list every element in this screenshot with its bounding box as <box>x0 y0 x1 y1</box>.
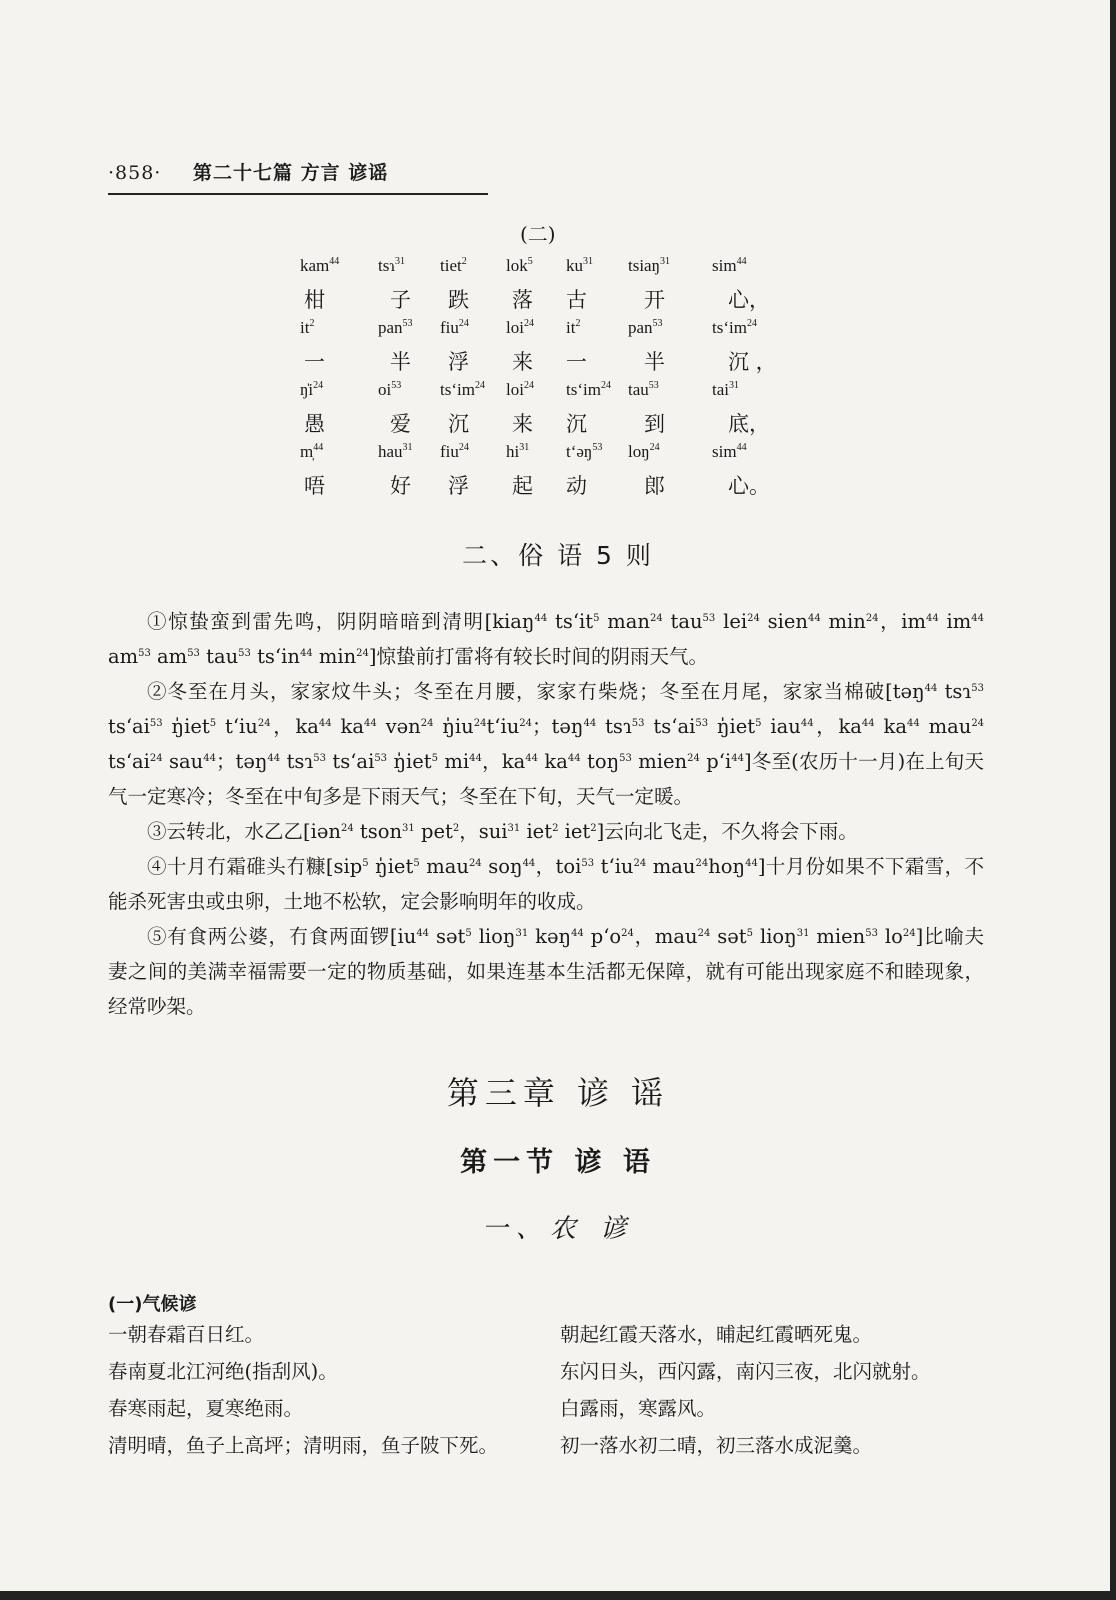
poem-title: (二) <box>520 222 556 246</box>
pronunciation: loi$^{24}$ <box>506 318 534 337</box>
climate-heading: (一)气候谚 <box>108 1294 197 1315</box>
poem-character: 沉 <box>448 412 469 436</box>
pronunciation: sim$^{44}$ <box>712 442 747 461</box>
page-number: ·858· <box>108 162 162 184</box>
poem-character: 浮 <box>448 474 469 498</box>
scan-edge-right <box>1110 0 1116 1600</box>
pronunciation: fiu$^{24}$ <box>440 442 469 461</box>
poem-character: 一 <box>304 350 325 374</box>
poem-character: 一 <box>566 350 587 374</box>
poem-block <box>300 256 800 504</box>
saying-paragraph: ④十月冇霜碓头冇糠[sip$^5$ ŋ̍iet$^5$ mau$^{24}$ soŋ$^{44}$，toi$^{53}$ $t‘iu^{24}$ mau$^{24}$hoŋ$^{44}$]十月份如果不下霜雪，不能杀死害虫或虫卵，土地不松软，定会影响明年的收成。 <box>108 855 985 913</box>
header-rule <box>108 193 488 195</box>
pronunciation: tau$^{53}$ <box>628 380 659 399</box>
proverb-line: 春寒雨起，夏寒绝雨。 <box>108 1397 304 1420</box>
running-header <box>108 158 388 185</box>
proverb-line: 东闪日头，西闪露，南闪三夜，北闪就射。 <box>560 1360 931 1383</box>
poem-character: 唔 <box>304 474 325 498</box>
poem-character: 愚 <box>304 412 325 436</box>
poem-character: 沉 <box>566 412 587 436</box>
pronunciation: $ku^{31}$ <box>566 256 593 275</box>
poem-character: 起 <box>512 474 533 498</box>
saying-paragraph: ①惊蛰蛮到雷先鸣，阴阴暗暗到清明[kiaŋ$^{44}$ $ts‘it^5$ man$^{24}$ tau$^{53}$ lei$^{24}$ sien$^{44}$ $\min^{24}$，$im^{44}$ $im^{44}$ $am^{53}$ $am^{53}$ tau$^{53}$ $ts‘in^{44}$ $\min^{24}$]惊蛰前打雷将有较长时间的阴雨天气。 <box>108 610 984 668</box>
poem-character: 底， <box>728 412 770 436</box>
poem-character: 半 <box>390 350 411 374</box>
pronunciation: tai$^{31}$ <box>712 380 739 399</box>
saying-paragraph: ⑤有食两公婆，冇食两面锣[$iu^{44}$ sət$^5$ lioŋ$^{31}$ kəŋ$^{44}$ $p‘o^{24}$，mau$^{24}$ sət$^5$ lioŋ$^{31}$ mien$^{53}$ $lo^{24}$]比喻夫妻之间的美满幸福需要一定的物质基础，如果连基本生活都无保障，就有可能出现家庭不和睦现象，经常吵架。 <box>108 925 984 1018</box>
poem-character: 半 <box>644 350 665 374</box>
pronunciation: $ŋ̍i^{24}$ <box>300 380 324 399</box>
running-title: 第二十七篇 方言 谚谣 <box>192 162 389 184</box>
poem-line <box>300 318 800 380</box>
pronunciation: $it^2$ <box>566 318 581 337</box>
poem-character: 心， <box>728 288 770 312</box>
pronunciation: tsɿ$^{31}$ <box>378 256 405 275</box>
climate-left-column <box>108 1316 498 1464</box>
poem-character: 到 <box>644 412 665 436</box>
poem-character: 子 <box>390 288 411 312</box>
pronunciation: kam$^{44}$ <box>300 256 340 275</box>
pronunciation: t‘əŋ$^{53}$ <box>566 442 603 461</box>
proverb-line: 白露雨，寒露风。 <box>560 1397 717 1420</box>
proverb-line: 春南夏北江河绝(指刮风)。 <box>108 1360 338 1383</box>
poem-character: 柑 <box>304 288 325 312</box>
pronunciation: pan$^{53}$ <box>378 318 413 337</box>
pronunciation: pan$^{53}$ <box>628 318 663 337</box>
chapter-title: 第三章 谚 谣 <box>446 1074 670 1112</box>
pronunciation: $ts‘im^{24}$ <box>566 380 611 399</box>
pronunciation: $oi^{53}$ <box>378 380 402 399</box>
pronunciation: m̩$^{44}$ <box>300 442 324 461</box>
pronunciation: $ts‘im^{24}$ <box>712 318 757 337</box>
poem-line <box>300 442 800 504</box>
pronunciation: $hi^{31}$ <box>506 442 530 461</box>
poem-character: 浮 <box>448 350 469 374</box>
saying-paragraph: ②冬至在月头，家家炆牛头；冬至在月腰，家家冇柴烧；冬至在月尾，家家当棉破[təŋ$^{44}$ tsɿ$^{53}$ $ts‘ai^{53}$ ŋ̍iet$^5$ $t‘iu^{24}$，$ka^{44}$ $ka^{44}$ vən$^{24}$ $ŋ̍iu^{24}t‘iu^{24}$；təŋ$^{44}$ tsɿ$^{53}$ $ts‘ai^{53}$ ŋ̍iet$^5$ iau$^{44}$，$ka^{44}$ $ka^{44}$ mau$^{24}$ $ts‘ai^{24}$ sau$^{44}$；təŋ$^{44}$ tsɿ$^{53}$ $ts‘ai^{53}$ ŋ̍iet$^5$ $mi^{44}$，$ka^{44}$ $ka^{44}$ toŋ$^{53}$ mien$^{24}$ $p‘i^{44}$]冬至(农历十一月)在上旬天气一定寒冷；冬至在中旬多是下雨天气；冬至在下旬，天气一定暖。 <box>108 680 985 808</box>
poem-character: 古 <box>566 288 587 312</box>
proverb-line: 清明晴，鱼子上高坪；清明雨，鱼子陂下死。 <box>108 1434 499 1457</box>
poem-line <box>300 256 800 318</box>
poem-character: 来 <box>512 412 533 436</box>
poem-character: 开 <box>644 288 665 312</box>
poem-character: 沉 ， <box>728 350 777 374</box>
poem-character: 动 <box>566 474 587 498</box>
saying-paragraph: ③云转北，水乙乙[iən$^{24}$ tson$^{31}$ pet$^2$，sui$^{31}$ iet$^2$ iet$^2$]云向北飞走，不久将会下雨。 <box>147 820 858 843</box>
pronunciation: $it^2$ <box>300 318 315 337</box>
pronunciation: loi$^{24}$ <box>506 380 534 399</box>
poem-character: 跌 <box>448 288 469 312</box>
pronunciation: fiu$^{24}$ <box>440 318 469 337</box>
poem-character: 好 <box>390 474 411 498</box>
climate-right-column <box>560 1316 931 1464</box>
poem-character: 心。 <box>728 474 770 498</box>
pronunciation: tiet$^2$ <box>440 256 467 275</box>
pronunciation: lok$^5$ <box>506 256 533 275</box>
subsection-title-farm: 一、农 谚 <box>481 1214 635 1244</box>
sayings-list <box>108 604 984 1024</box>
pronunciation: sim$^{44}$ <box>712 256 747 275</box>
pronunciation: loŋ$^{24}$ <box>628 442 660 461</box>
scan-edge-bottom <box>0 1591 1116 1600</box>
section-title-sayings: 二、俗 语 5 则 <box>462 541 654 570</box>
poem-character: 落 <box>512 288 533 312</box>
poem-character: 爱 <box>390 412 411 436</box>
poem-character: 郎 <box>644 474 665 498</box>
proverb-line: 一朝春霜百日红。 <box>108 1323 265 1346</box>
proverb-line: 初一落水初二晴，初三落水成泥羹。 <box>560 1434 873 1457</box>
pronunciation: hau$^{31}$ <box>378 442 413 461</box>
pronunciation: tsiaŋ$^{31}$ <box>628 256 671 275</box>
poem-line <box>300 380 800 442</box>
section-title-proverbs: 第一节 谚 语 <box>460 1147 656 1178</box>
pronunciation: $ts‘im^{24}$ <box>440 380 485 399</box>
proverb-line: 朝起红霞天落水，晡起红霞晒死鬼。 <box>560 1323 873 1346</box>
poem-character: 来 <box>512 350 533 374</box>
